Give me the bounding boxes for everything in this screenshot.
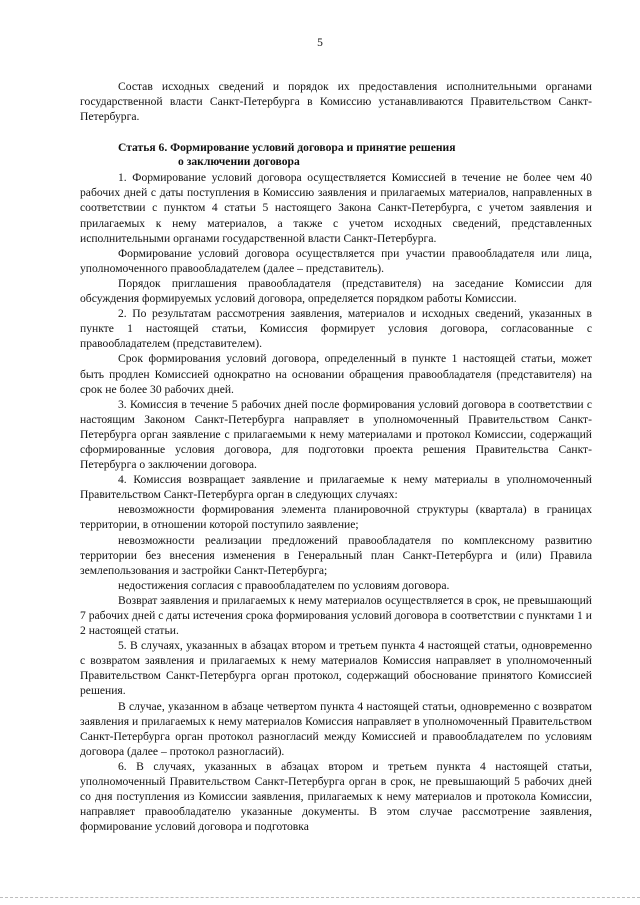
paragraph: 4. Комиссия возвращает заявление и прилагаемые к нему материалы в уполномоченный Правительством Санкт-Петербурга орган в следующих случаях: <box>80 473 592 502</box>
paragraph: Формирование условий договора осуществляется при участии правообладателя или лица, уполномоченного правообладателем (далее – представитель). <box>80 246 592 275</box>
paragraph: Порядок приглашения правообладателя (представителя) на заседание Комиссии для обсуждения формируемых условий договора, определяется порядком работы Комиссии. <box>80 276 592 306</box>
paragraph: 3. Комиссия в течение 5 рабочих дней после формирования условий договора в соответствии с настоящим Законом Санкт-Петербурга направляет в уполномоченный Правительством Санкт-Петербурга орган заявление с прилагаемыми к нему материалами и протокол Комиссии, содержащий сформированные условия договора, для подготовки проекта решения Правительства Санкт-Петербурга о заключении договора. <box>80 397 592 472</box>
article-heading-line-1: Статья 6. Формирование условий договора и принятие решения <box>118 141 456 155</box>
paragraph: 1. Формирование условий договора осуществляется Комиссией в течение не более чем 40 рабочих дней с даты поступления в Комиссию заявления и прилагаемых материалов, направленных в соответствии с пунктом 4 статьи 5 настоящего Закона Санкт-Петербурга, с учетом заявления и прилагаемых к нему материалов, а также с учетом исходных сведений, представленных исполнительными органами государственной власти Санкт-Петербурга. <box>80 171 592 245</box>
page-bottom-edge <box>0 897 640 898</box>
paragraph: невозможности реализации предложений правообладателя по комплексному развитию территории без внесения изменения в Генеральный план Санкт-Петербурга и (или) Правила землепользования и застройки Санкт-Петербурга; <box>80 533 592 577</box>
intro-paragraph: Состав исходных сведений и порядок их предоставления исполнительными органами государственной власти Санкт-Петербурга в Комиссию устанавливаются Правительством Санкт-Петербурга. <box>80 80 592 124</box>
article-heading-line-2: о заключении договора <box>178 155 300 169</box>
paragraph: 5. В случаях, указанных в абзацах втором и третьем пункта 4 настоящей статьи, одновременно с возвратом заявления и прилагаемых к нему материалов Комиссия направляет в уполномоченный Правительством Санкт-Петербурга орган протокол, содержащий обоснование принятого Комиссией решения. <box>80 639 592 698</box>
paragraph: Срок формирования условий договора, определенный в пункте 1 настоящей статьи, может быть продлен Комиссией однократно на основании обращения правообладателя (представителя) на срок не более 30 рабочих дней. <box>80 352 592 396</box>
document-body <box>80 79 592 834</box>
page-number: 5 <box>317 37 323 49</box>
paragraph: невозможности формирования элемента планировочной структуры (квартала) в границах территории, в отношении которой поступило заявление; <box>80 503 592 532</box>
paragraph: В случае, указанном в абзаце четвертом пункта 4 настоящей статьи, одновременно с возвратом заявления и прилагаемых к нему материалов Комиссия направляет в уполномоченный Правительством Санкт-Петербурга орган протокол разногласий между Комиссией и правообладателем по условиям договора (далее – протокол разногласий). <box>80 699 592 758</box>
paragraph: 6. В случаях, указанных в абзацах втором и третьем пункта 4 настоящей статьи, уполномоченный Правительством Санкт-Петербурга орган в срок, не превышающий 5 рабочих дней со дня поступления из Комиссии заявления, прилагаемых к нему материалов и протокола Комиссии, направляет правообладателю указанные документы. В этом случае рассмотрение заявления, формирование условий договора и подготовка <box>80 759 592 834</box>
paragraph: Возврат заявления и прилагаемых к нему материалов осуществляется в срок, не превышающий 7 рабочих дней с даты истечения срока формирования условий договора в соответствии с пунктами 1 и 2 настоящей статьи. <box>80 593 592 638</box>
paragraph: недостижения согласия с правообладателем по условиям договора. <box>118 578 450 592</box>
paragraph: 2. По результатам рассмотрения заявления, материалов и исходных сведений, указанных в пункте 1 настоящей статьи, Комиссия формирует условия договора, согласованные с правообладателем (представителем). <box>80 307 592 351</box>
article-heading <box>80 141 592 169</box>
